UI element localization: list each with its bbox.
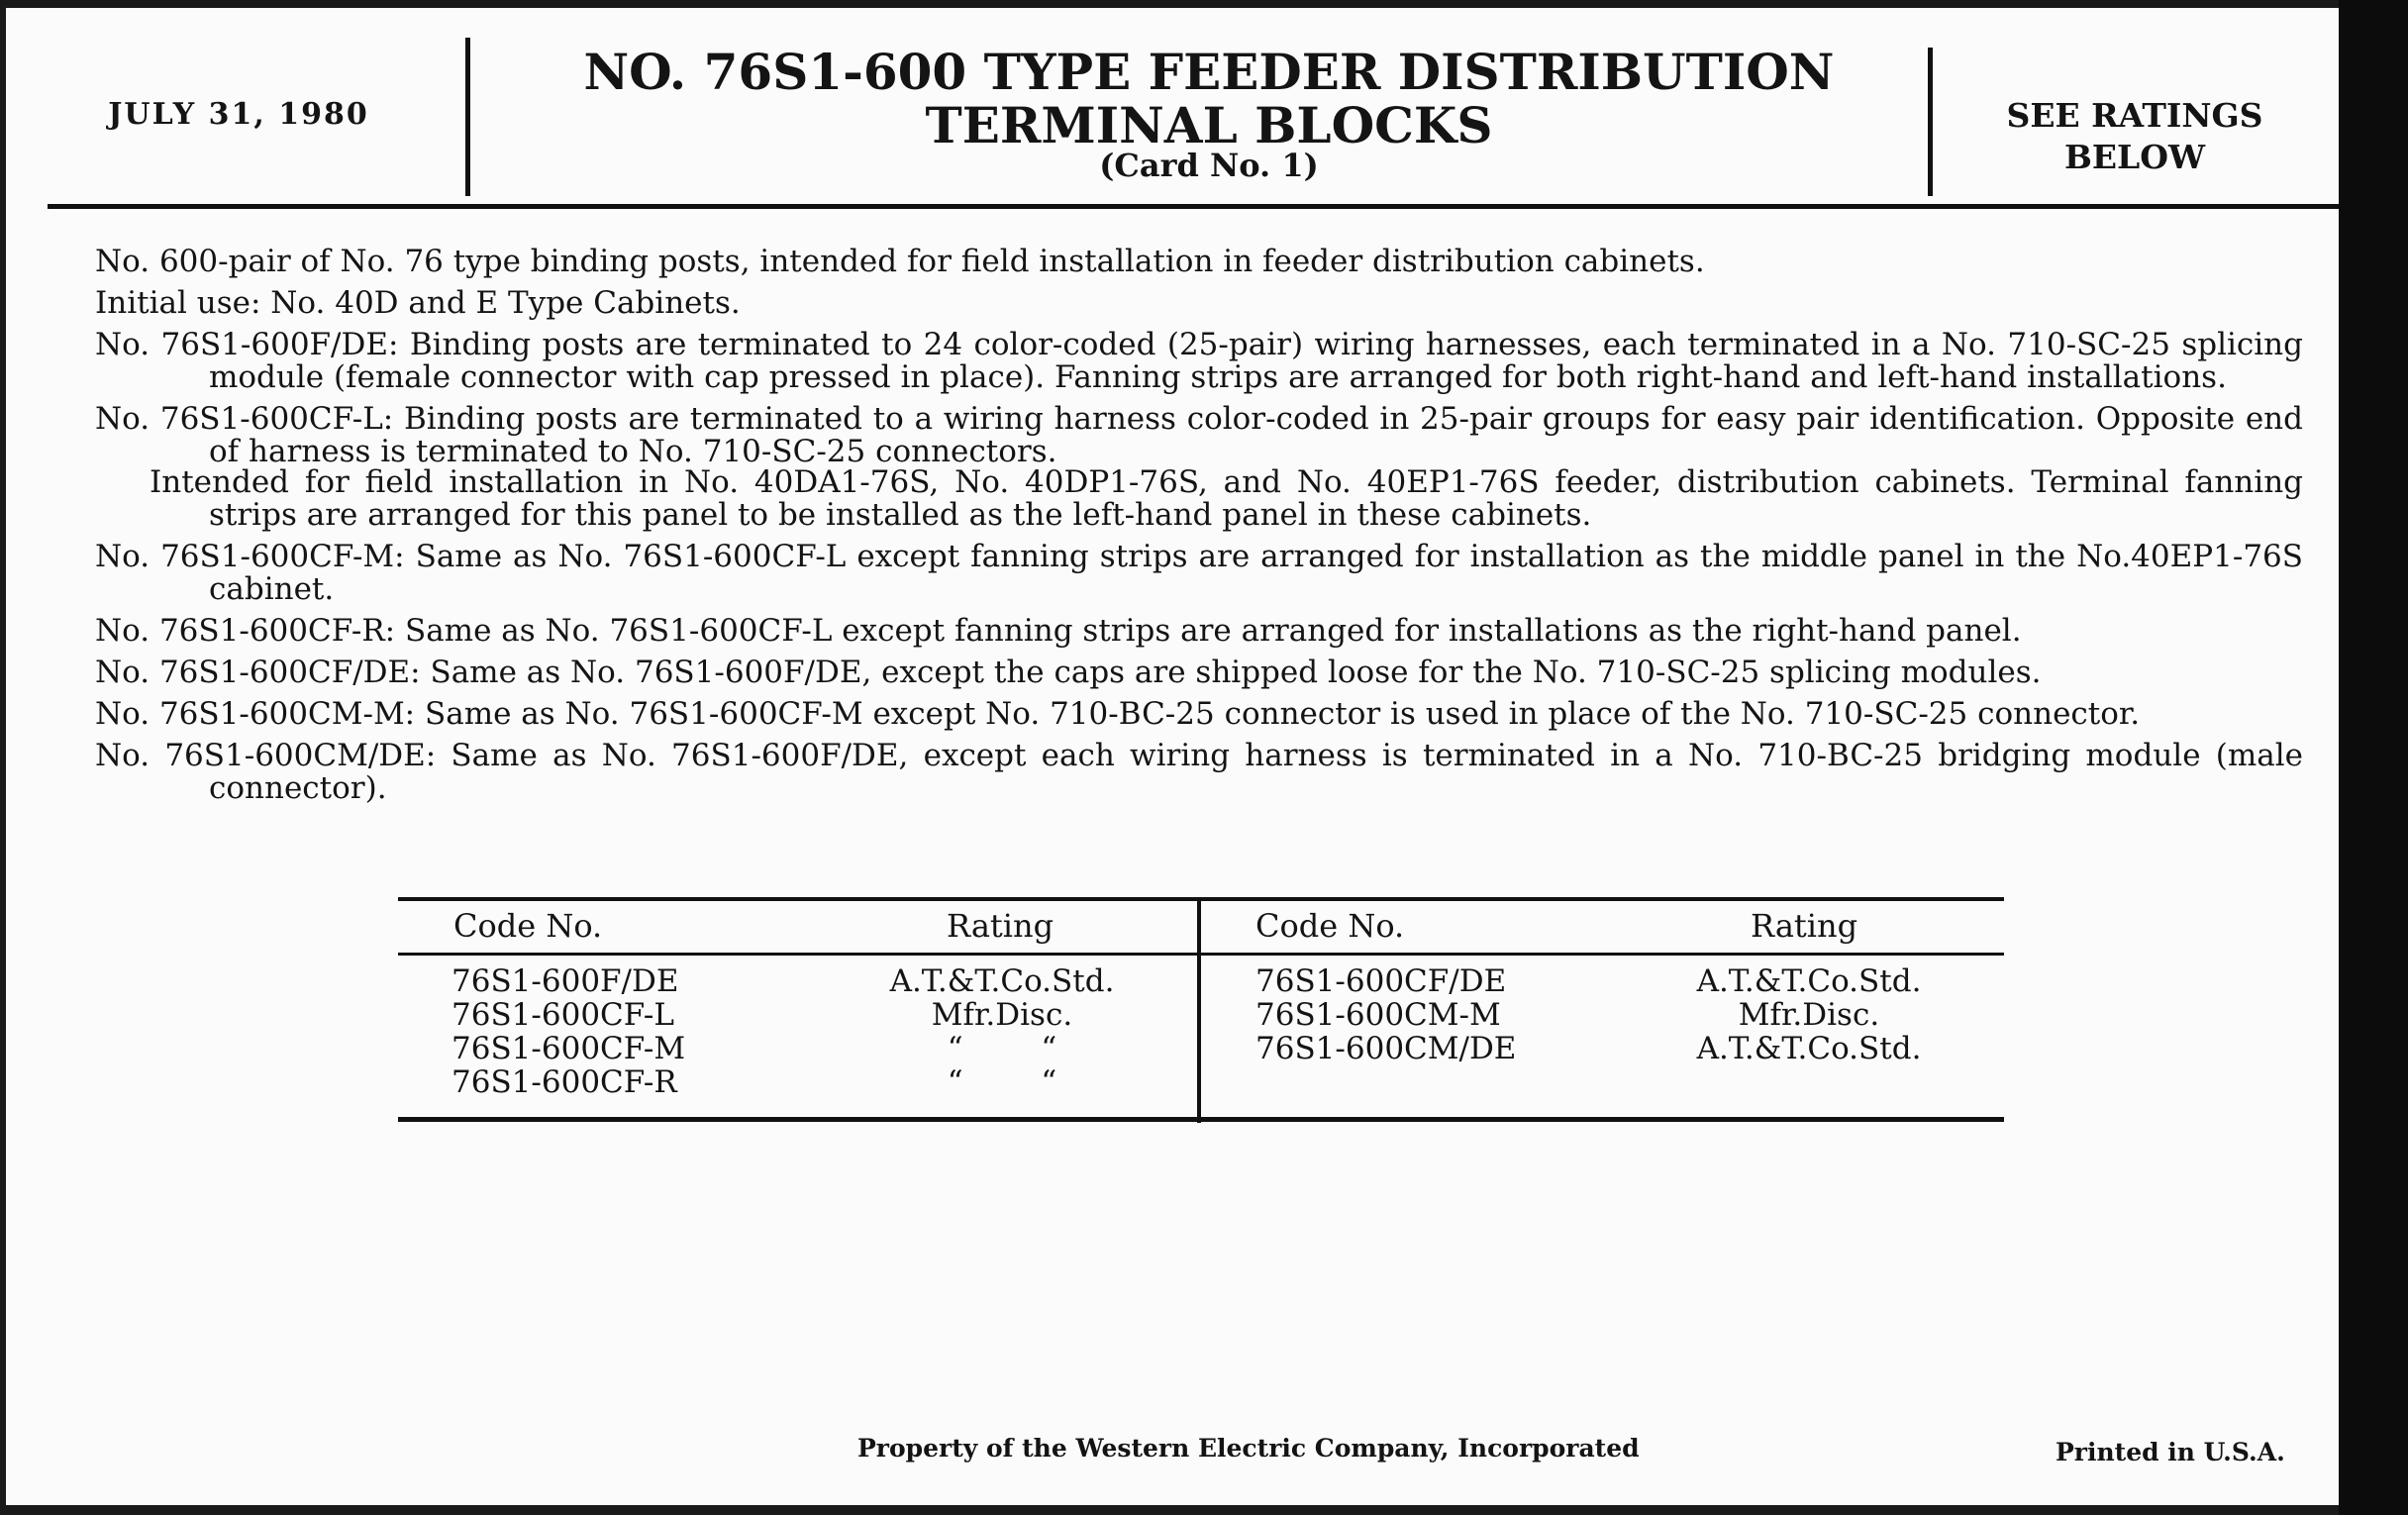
left-rating-column <box>873 964 1131 1099</box>
paragraph-600cm-de: No. 76S1-600CM/DE: Same as No. 76S1-600F/DE, except each wiring harness is terminated in a No. 710-BC-25 bridging module (male connector). <box>95 738 2303 806</box>
header-rating-right: Rating <box>1751 907 1858 945</box>
table-cell: “ “ <box>947 1031 1057 1066</box>
see-ratings-note <box>1947 95 2323 178</box>
card-date: JULY 31, 1980 <box>108 97 369 132</box>
ratings-table <box>398 897 2004 1123</box>
paragraph-600cf-r: No. 76S1-600CF-R: Same as No. 76S1-600CF-L except fanning strips are arranged for installations as the right-hand panel. <box>95 613 2022 649</box>
left-code-column <box>452 964 685 1099</box>
table-cell: 76S1-600CM-M <box>1255 997 1501 1033</box>
table-header-rule <box>398 953 2004 956</box>
header-rule <box>48 204 2360 209</box>
header-code-no-left: Code No. <box>453 907 603 945</box>
table-cell: 76S1-600CF-L <box>452 997 674 1033</box>
footer-property: Property of the Western Electric Company, Incorporated <box>857 1434 1640 1463</box>
paragraph-600f-de: No. 76S1-600F/DE: Binding posts are terminated to 24 color-coded (25-pair) wiring harnesses, each terminated in a No. 710-SC-25 splicing module (female connector with cap pressed in place). Fanning strips are arranged for both right-hand and left-hand installations. <box>95 327 2303 395</box>
table-cell: “ “ <box>947 1064 1057 1100</box>
paragraph-600cf-m: No. 76S1-600CF-M: Same as No. 76S1-600CF-L except fanning strips are arranged for installation as the middle panel in the No.40EP1-76S cabinet. <box>95 539 2303 607</box>
paragraph-600cf-de: No. 76S1-600CF/DE: Same as No. 76S1-600F/DE, except the caps are shipped loose for the No. 710-SC-25 splicing modules. <box>95 655 2042 690</box>
table-cell: A.T.&T.Co.Std. <box>1696 963 1922 999</box>
table-cell: 76S1-600CF/DE <box>1255 963 1507 999</box>
table-cell: A.T.&T.Co.Std. <box>889 963 1115 999</box>
header-code-no-right: Code No. <box>1255 907 1405 945</box>
scan-edge <box>2339 0 2408 1515</box>
table-column-divider <box>1197 897 1201 1123</box>
footer-printed: Printed in U.S.A. <box>2056 1438 2285 1466</box>
header-divider-right <box>1928 48 1933 196</box>
table-cell: 76S1-600CF-R <box>452 1064 677 1100</box>
paragraph-intro: No. 600-pair of No. 76 type binding posts, intended for field installation in feeder distribution cabinets. <box>95 244 1705 279</box>
paragraph-600cf-l: No. 76S1-600CF-L: Binding posts are terminated to a wiring harness color-coded in 25-pair groups for easy pair identification. Opposite end of harness is terminated to No. 710-SC-25 connectors. <box>95 401 2303 469</box>
right-code-column <box>1255 964 1516 1065</box>
page-title <box>481 43 1937 154</box>
spec-card <box>6 8 2339 1505</box>
table-cell: 76S1-600CM/DE <box>1255 1031 1517 1066</box>
description-body <box>95 246 2303 814</box>
table-cell: A.T.&T.Co.Std. <box>1696 1031 1922 1066</box>
table-top-rule <box>398 897 2004 901</box>
card-number: (Card No. 1) <box>1099 147 1319 184</box>
see-ratings-line-2: BELOW <box>2063 138 2206 176</box>
header-divider-left <box>465 38 470 196</box>
title-line-2: TERMINAL BLOCKS <box>925 96 1493 154</box>
right-rating-column <box>1675 964 1943 1065</box>
title-line-1: NO. 76S1-600 TYPE FEEDER DISTRIBUTION <box>583 43 1835 101</box>
table-cell: Mfr.Disc. <box>931 997 1073 1033</box>
header-rating-left: Rating <box>947 907 1054 945</box>
table-cell: 76S1-600CF-M <box>452 1031 686 1066</box>
paragraph-intended: Intended for field installation in No. 40DA1-76S, No. 40DP1-76S, and No. 40EP1-76S feeder, distribution cabinets. Terminal fanning strips are arranged for this panel to be installed as the left-hand panel in these cabinets. <box>150 464 2303 533</box>
paragraph-600cm-m: No. 76S1-600CM-M: Same as No. 76S1-600CF-M except No. 710-BC-25 connector is used in place of the No. 710-SC-25 connector. <box>95 696 2141 732</box>
paragraph-initial-use: Initial use: No. 40D and E Type Cabinets. <box>95 285 741 321</box>
table-bottom-rule <box>398 1117 2004 1122</box>
table-cell: Mfr.Disc. <box>1738 997 1880 1033</box>
see-ratings-line-1: SEE RATINGS <box>2006 96 2263 135</box>
table-cell: 76S1-600F/DE <box>452 963 679 999</box>
